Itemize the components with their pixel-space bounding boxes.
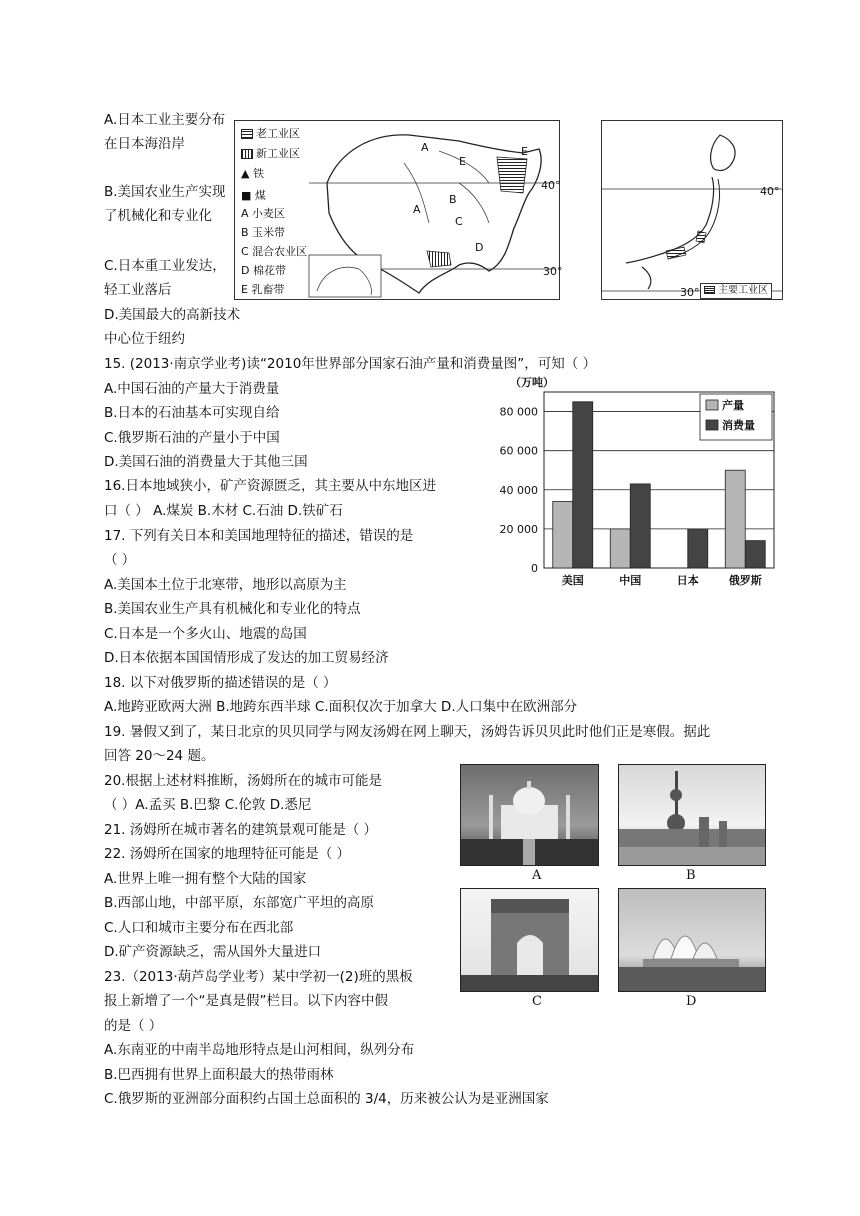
legend-label: 消费量 — [722, 419, 755, 432]
legend-label: 产量 — [722, 399, 744, 412]
q17-option-c: C.日本是一个多火山、地震的岛国 — [104, 626, 307, 642]
bar-production — [553, 502, 573, 568]
photo-caption-a: A — [532, 868, 542, 883]
tv-tower-icon — [619, 765, 765, 865]
jp-lat-30: 30° — [680, 286, 700, 299]
q22-option-c: C.人口和城市主要分布在西北部 — [104, 920, 294, 936]
q20-line2: （ ）A.孟买 B.巴黎 C.伦敦 D.悉尼 — [104, 797, 312, 813]
japan-map-drawing — [602, 121, 782, 299]
q22-option-b: B.西部山地，中部平原，东部宽广平坦的高原 — [104, 895, 375, 911]
q15-option-b: B.日本的石油基本可实现自给 — [104, 405, 280, 421]
photo-sydney-opera-house — [618, 888, 766, 992]
x-category-label: 俄罗斯 — [728, 574, 762, 587]
q22-stem: 22. 汤姆所在国家的地理特征可能是（ ） — [104, 846, 351, 862]
y-tick-label: 40 000 — [499, 483, 538, 497]
q17-option-b: B.美国农业生产具有机械化和专业化的特点 — [104, 601, 361, 617]
legend-swatch — [706, 400, 718, 410]
legend-new-industry: 新工业区 — [241, 147, 300, 161]
q15-option-c: C.俄罗斯石油的产量小于中国 — [104, 430, 280, 446]
legend-mixed: C 混合农业区 — [241, 245, 308, 258]
us-map-drawing — [309, 123, 563, 297]
us-lat-40: 40° — [541, 179, 561, 192]
y-tick-label: 60 000 — [499, 444, 538, 458]
bar-consumption — [630, 484, 650, 568]
legend-wheat: A 小麦区 — [241, 207, 286, 220]
legend-swatch — [706, 420, 718, 430]
jp-lat-40: 40° — [760, 185, 780, 198]
photo-taj-mahal — [460, 764, 599, 866]
bar-production — [725, 470, 745, 568]
photo-caption-b: B — [686, 868, 696, 883]
region-label-b: B — [449, 193, 457, 206]
q16-line1: 16.日本地域狭小，矿产资源匮乏，其主要从中东地区进 — [104, 478, 436, 494]
q22-option-d: D.矿产资源缺乏，需从国外大量进口 — [104, 944, 322, 960]
photo-oriental-pearl-tower — [618, 764, 766, 866]
coal-square-icon: ■ — [241, 189, 255, 202]
opera-house-icon — [619, 889, 765, 991]
bar-consumption — [745, 541, 765, 568]
region-label-e1: E — [459, 155, 466, 168]
legend-coal: ■ 煤 — [241, 189, 266, 202]
triumphal-arch-icon — [461, 889, 598, 991]
legend-cotton: D 棉花带 — [241, 264, 286, 277]
q23-line3: 的是（ ） — [104, 1018, 163, 1034]
chart-ylabel: （万吨） — [510, 376, 554, 389]
iron-triangle-icon: ▲ — [241, 167, 253, 180]
q18-options: A.地跨亚欧两大洲 B.地跨东西半球 C.面积仅次于加拿大 D.人口集中在欧洲部分 — [104, 699, 578, 715]
q15-stem: 15. (2013·南京学业考)读“2010年世界部分国家石油产量和消费量图”，可知（ ） — [104, 356, 597, 372]
photo-caption-d: D — [686, 994, 697, 1009]
q19-line2: 回答 20～24 题。 — [104, 748, 215, 764]
bar-consumption — [573, 402, 593, 568]
photo-arc-de-triomphe — [460, 888, 599, 992]
q15-option-d: D.美国石油的消费量大于其他三国 — [104, 454, 308, 470]
taj-mahal-icon — [461, 765, 598, 865]
q14-option-d: D.美国最大的高新技术中心位于纽约 — [104, 307, 241, 347]
q16-line2: 口（ ） A.煤炭 B.木材 C.石油 D.铁矿石 — [104, 503, 343, 519]
region-label-a1: A — [421, 141, 429, 154]
photo-caption-c: C — [532, 994, 542, 1009]
region-label-c: C — [455, 215, 463, 228]
region-label-e2: E — [521, 145, 528, 158]
q14-option-b: B.美国农业生产实现了机械化和专业化 — [104, 184, 226, 224]
q14-option-a: A.日本工业主要分布在日本海沿岸 — [104, 112, 226, 152]
jp-legend: 主要工业区 — [700, 283, 772, 299]
japan-industry-map — [601, 120, 783, 300]
q23-line1: 23.（2013·葫芦岛学业考）某中学初一(2)班的黑板 — [104, 969, 413, 985]
us-industry-agriculture-map — [234, 120, 563, 300]
q21-stem: 21. 汤姆所在城市著名的建筑景观可能是（ ） — [104, 822, 378, 838]
q17-option-d: D.日本依据本国国情形成了发达的加工贸易经济 — [104, 650, 389, 666]
bar-consumption — [688, 529, 708, 568]
x-category-label: 中国 — [619, 574, 642, 587]
q17-line2: （ ） — [104, 552, 136, 568]
q17-line1: 17. 下列有关日本和美国地理特征的描述，错误的是 — [104, 528, 414, 544]
q17-option-a: A.美国本土位于北寒带，地形以高原为主 — [104, 577, 347, 593]
q23-option-a: A.东南亚的中南半岛地形特点是山河相间，纵列分布 — [104, 1042, 415, 1058]
region-label-a2: A — [413, 203, 421, 216]
q18-stem: 18. 以下对俄罗斯的描述错误的是（ ） — [104, 675, 337, 691]
oil-chart — [490, 370, 790, 592]
q23-line2: 报上新增了一个“是真是假”栏目。以下内容中假 — [104, 993, 388, 1009]
legend-dairy: E 乳畜带 — [241, 283, 285, 296]
q22-option-a: A.世界上唯一拥有整个大陆的国家 — [104, 871, 307, 887]
x-category-label: 美国 — [561, 574, 584, 587]
legend-iron: ▲ 铁 — [241, 167, 264, 180]
y-tick-label: 80 000 — [499, 405, 538, 419]
us-lat-30: 30° — [543, 265, 563, 278]
q23-option-b: B.巴西拥有世界上面积最大的热带雨林 — [104, 1067, 334, 1083]
q23-option-c: C.俄罗斯的亚洲部分面积约占国土总面积的 3/4，历来被公认为是亚洲国家 — [104, 1091, 549, 1107]
y-tick-label: 20 000 — [499, 522, 538, 536]
legend-corn: B 玉米带 — [241, 226, 286, 239]
x-category-label: 日本 — [676, 574, 699, 587]
q15-option-a: A.中国石油的产量大于消费量 — [104, 381, 280, 397]
bar-production — [610, 529, 630, 568]
q14-option-c: C.日本重工业发达，轻工业落后 — [104, 258, 226, 298]
legend-old-industry: 老工业区 — [241, 127, 300, 141]
q19-line1: 19. 暑假又到了，某日北京的贝贝同学与网友汤姆在网上聊天，汤姆告诉贝贝此时他们正是寒假。据此 — [104, 724, 711, 740]
region-label-d: D — [475, 241, 484, 254]
q20-line1: 20.根据上述材料推断，汤姆所在的城市可能是 — [104, 773, 382, 789]
y-tick-label: 0 — [531, 562, 538, 575]
